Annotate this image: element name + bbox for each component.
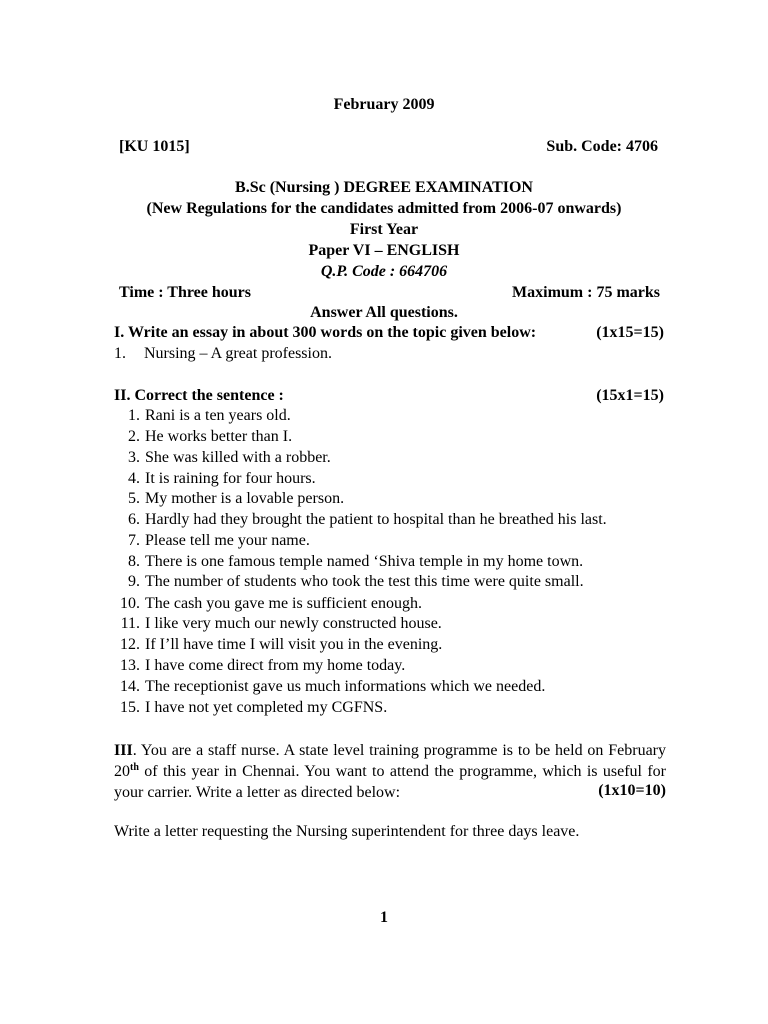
list-item: 12. If I’ll have time I will visit you in the evening. — [120, 636, 443, 653]
section-3-paragraph: III. You are a staff nurse. A state level training programme is to be held on February 20th of this year in Chennai. You want to attend the programme, which is useful for your carrier. Write a letter as directed below: — [114, 742, 666, 801]
item-number: 1. — [114, 345, 126, 362]
list-item: 4. It is raining for four hours. — [128, 470, 316, 487]
qp-code: Q.P. Code : 664706 — [320, 263, 448, 280]
section-3-marks: (1x10=10) — [592, 782, 666, 800]
subject-code: Sub. Code: 4706 — [546, 138, 658, 155]
list-item: 2. He works better than I. — [128, 428, 293, 445]
list-item: 14. The receptionist gave us much informations which we needed. — [120, 678, 546, 695]
list-item: 11. I like very much our newly constructed house. — [120, 615, 442, 632]
list-item: 3. She was killed with a robber. — [128, 449, 331, 466]
section-2-marks: (15x1=15) — [596, 387, 664, 404]
list-item: 6. Hardly had they brought the patient to hospital than he breathed his last. — [128, 511, 607, 528]
section-2-heading: II. Correct the sentence : — [114, 387, 284, 404]
maximum-marks: Maximum : 75 marks — [512, 284, 660, 301]
time-allowed: Time : Three hours — [119, 284, 252, 301]
degree-title: B.Sc (Nursing ) DEGREE EXAMINATION — [235, 179, 533, 196]
section-1-item — [114, 345, 332, 363]
page-number: 1 — [380, 909, 388, 926]
list-item: 5. My mother is a lovable person. — [128, 490, 345, 507]
section-1-heading: I. Write an essay in about 300 words on the topic given below: — [114, 324, 537, 341]
list-item: 1. Rani is a ten years old. — [128, 407, 291, 424]
list-item: 8. There is one famous temple named ‘Shiva temple in my home town. — [128, 553, 584, 570]
list-item: 7. Please tell me your name. — [128, 532, 310, 549]
list-item: 9. The number of students who took the test this time were quite small. — [128, 573, 584, 590]
list-item: 13. I have come direct from my home today. — [120, 657, 406, 674]
regulations-note: (New Regulations for the candidates admitted from 2006-07 onwards) — [146, 200, 622, 217]
list-item: 15. I have not yet completed my CGFNS. — [120, 699, 388, 716]
list-item: 10. The cash you gave me is sufficient enough. — [120, 595, 422, 612]
paper-title: Paper VI – ENGLISH — [308, 242, 460, 259]
item-text: Nursing – A great profession. — [144, 345, 332, 362]
exam-date: February 2009 — [333, 96, 435, 113]
instruction: Answer All questions. — [310, 304, 458, 321]
letter-task: Write a letter requesting the Nursing superintendent for three days leave. — [114, 823, 580, 840]
year-label: First Year — [349, 221, 419, 238]
section-1-marks: (1x15=15) — [596, 324, 664, 341]
ku-code: [KU 1015] — [119, 138, 190, 155]
section-3-label: III — [114, 742, 133, 759]
